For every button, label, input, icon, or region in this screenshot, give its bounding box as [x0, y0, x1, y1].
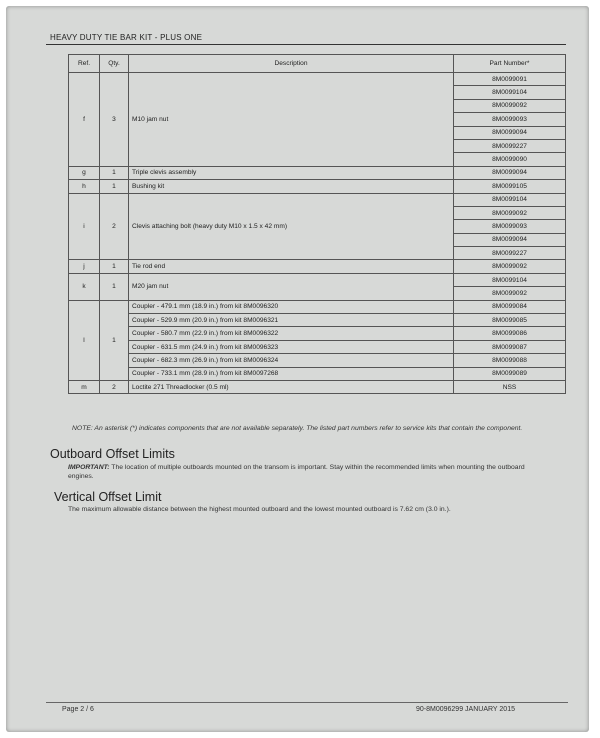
part-number-cell: 8M0099093 — [454, 220, 566, 233]
part-number-cell: 8M0099093 — [454, 113, 566, 126]
important-text: The location of multiple outboards mounted on the transom is important. Stay within the recommended limits when mounting the outboard engines. — [68, 464, 525, 480]
description-cell: M20 jam nut — [129, 273, 454, 300]
part-number-cell: 8M0099092 — [454, 99, 566, 112]
parts-table — [68, 54, 566, 394]
part-number-cell: 8M0099089 — [454, 367, 566, 380]
description-cell: Coupler - 479.1 mm (18.9 in.) from kit 8M0096320 — [129, 300, 454, 313]
table-row — [69, 300, 566, 313]
ref-cell: m — [69, 380, 100, 393]
ref-cell: h — [69, 180, 100, 193]
ref-cell: f — [69, 73, 100, 167]
ref-cell: i — [69, 193, 100, 260]
part-number-cell: 8M0099088 — [454, 354, 566, 367]
qty-cell: 3 — [100, 73, 129, 167]
part-number-cell: 8M0099104 — [454, 273, 566, 286]
page-header-title: HEAVY DUTY TIE BAR KIT - PLUS ONE — [50, 33, 203, 42]
table-row — [69, 166, 566, 179]
description-cell: Coupler - 733.1 mm (28.9 in.) from kit 8M0097268 — [129, 367, 454, 380]
description-cell: Coupler - 631.5 mm (24.9 in.) from kit 8M0096323 — [129, 340, 454, 353]
part-number-cell: 8M0099105 — [454, 180, 566, 193]
parts-table-body — [69, 73, 566, 394]
important-label: IMPORTANT: — [68, 464, 110, 471]
table-row — [69, 367, 566, 380]
ref-cell: k — [69, 273, 100, 300]
footer-rule — [46, 702, 568, 703]
ref-cell: j — [69, 260, 100, 273]
part-number-cell: 8M0099084 — [454, 300, 566, 313]
table-row — [69, 380, 566, 393]
description-cell: Coupler - 529.9 mm (20.9 in.) from kit 8M0096321 — [129, 314, 454, 327]
part-number-cell: 8M0099094 — [454, 126, 566, 139]
document-page — [6, 6, 589, 732]
part-number-cell: 8M0099104 — [454, 193, 566, 206]
outboard-offset-heading: Outboard Offset Limits — [50, 447, 175, 461]
part-number-cell: 8M0099085 — [454, 314, 566, 327]
part-number-cell: 8M0099227 — [454, 139, 566, 152]
part-number-cell: 8M0099090 — [454, 153, 566, 166]
qty-cell: 1 — [100, 273, 129, 300]
part-number-cell: 8M0099086 — [454, 327, 566, 340]
column-header-description: Description — [129, 55, 454, 73]
table-row — [69, 354, 566, 367]
ref-cell: g — [69, 166, 100, 179]
table-row — [69, 180, 566, 193]
table-row — [69, 340, 566, 353]
qty-cell: 1 — [100, 180, 129, 193]
table-header-row — [69, 55, 566, 73]
description-cell: Coupler - 580.7 mm (22.9 in.) from kit 8M0096322 — [129, 327, 454, 340]
part-number-cell: 8M0099091 — [454, 73, 566, 86]
column-header-part-number: Part Number* — [454, 55, 566, 73]
part-number-cell: 8M0099094 — [454, 166, 566, 179]
description-cell: Bushing kit — [129, 180, 454, 193]
description-cell: Coupler - 682.3 mm (26.9 in.) from kit 8M0096324 — [129, 354, 454, 367]
part-number-cell: 8M0099092 — [454, 287, 566, 300]
ref-cell: l — [69, 300, 100, 380]
part-number-cell: 8M0099104 — [454, 86, 566, 99]
vertical-offset-heading: Vertical Offset Limit — [54, 490, 162, 504]
qty-cell: 1 — [100, 260, 129, 273]
part-number-cell: 8M0099094 — [454, 233, 566, 246]
table-row — [69, 273, 566, 286]
qty-cell: 1 — [100, 300, 129, 380]
description-cell: Triple clevis assembly — [129, 166, 454, 179]
table-row — [69, 327, 566, 340]
outboard-important-paragraph — [68, 463, 546, 481]
header-rule — [46, 44, 566, 45]
qty-cell: 1 — [100, 166, 129, 179]
part-number-cell: NSS — [454, 380, 566, 393]
description-cell: Clevis attaching bolt (heavy duty M10 x 1.5 x 42 mm) — [129, 193, 454, 260]
footer-document-id: 90-8M0096299 JANUARY 2015 — [416, 706, 515, 713]
asterisk-note: NOTE: An asterisk (*) indicates components that are not available separately. The listed part numbers refer to service kits that contain the component. — [72, 425, 523, 432]
column-header-qty: Qty. — [100, 55, 129, 73]
footer-page-number: Page 2 / 6 — [62, 706, 94, 713]
column-header-ref: Ref. — [69, 55, 100, 73]
qty-cell: 2 — [100, 380, 129, 393]
description-cell: Loctite 271 Threadlocker (0.5 ml) — [129, 380, 454, 393]
part-number-cell: 8M0099092 — [454, 206, 566, 219]
description-cell: M10 jam nut — [129, 73, 454, 167]
part-number-cell: 8M0099227 — [454, 247, 566, 260]
part-number-cell: 8M0099087 — [454, 340, 566, 353]
table-row — [69, 193, 566, 206]
vertical-offset-paragraph: The maximum allowable distance between the highest mounted outboard and the lowest mounted outboard is 7.62 cm (3.0 in.). — [68, 506, 451, 513]
table-row — [69, 260, 566, 273]
qty-cell: 2 — [100, 193, 129, 260]
part-number-cell: 8M0099092 — [454, 260, 566, 273]
table-row — [69, 314, 566, 327]
table-row — [69, 73, 566, 86]
description-cell: Tie rod end — [129, 260, 454, 273]
